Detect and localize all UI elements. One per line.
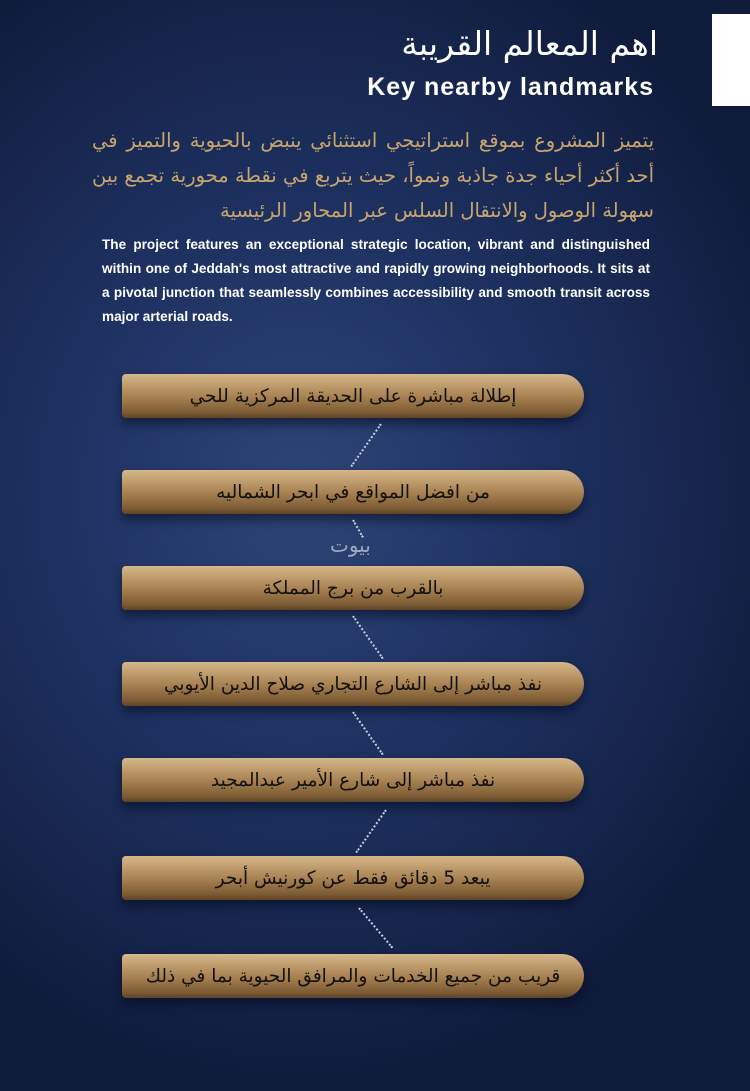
intro-paragraph-arabic: يتميز المشروع بموقع استراتيجي استثنائي ينبض بالحيوية والتميز في أحد أكثر أحياء جدة جاذبة ونمواً، حيث يتربع في نقطة محورية تجمع بين سهولة الوصول والانتقال السلس عبر المحاور الرئيسية <box>92 129 654 222</box>
corner-white-block <box>712 14 750 106</box>
landmark-item-central-park <box>122 374 584 418</box>
dotted-connector <box>352 711 383 755</box>
dotted-connector <box>352 615 383 659</box>
landmark-label: يبعد 5 دقائق فقط عن كورنيش أبحر <box>215 867 491 889</box>
landmark-label: بالقرب من برج المملكة <box>262 577 444 599</box>
dotted-connector <box>355 809 386 853</box>
watermark-logo: بيوت <box>330 533 371 557</box>
landmark-item-obhur-corniche <box>122 856 584 900</box>
landmark-label: من افضل المواقع في ابحر الشماليه <box>216 481 490 503</box>
page-title-english: Key nearby landmarks <box>367 73 654 101</box>
landmark-item-kingdom-tower <box>122 566 584 610</box>
landmark-label: إطلالة مباشرة على الحديقة المركزية للحي <box>189 385 517 407</box>
landmark-label: نفذ مباشر إلى شارع الأمير عبدالمجيد <box>210 769 496 791</box>
landmark-item-services <box>122 954 584 998</box>
page-title-arabic: اهم المعالم القريبة <box>401 24 658 63</box>
intro-paragraph-english: The project features an exceptional strategic location, vibrant and distinguished within one of Jeddah's most attractive and rapidly growing neighborhoods. It sits at a pivotal junction that seamlessly combines accessibility and smooth transit across major arterial roads. <box>102 237 650 324</box>
dotted-connector <box>358 907 393 948</box>
dotted-connector <box>350 423 381 467</box>
landmark-item-prince-abdulmajeed-street <box>122 758 584 802</box>
landmark-label: نفذ مباشر إلى الشارع التجاري صلاح الدين الأيوبي <box>163 673 543 695</box>
landmark-label: قريب من جميع الخدمات والمرافق الحيوية بما في ذلك <box>145 965 561 987</box>
landmark-item-north-obhur <box>122 470 584 514</box>
landmark-item-salah-aldin-street <box>122 662 584 706</box>
